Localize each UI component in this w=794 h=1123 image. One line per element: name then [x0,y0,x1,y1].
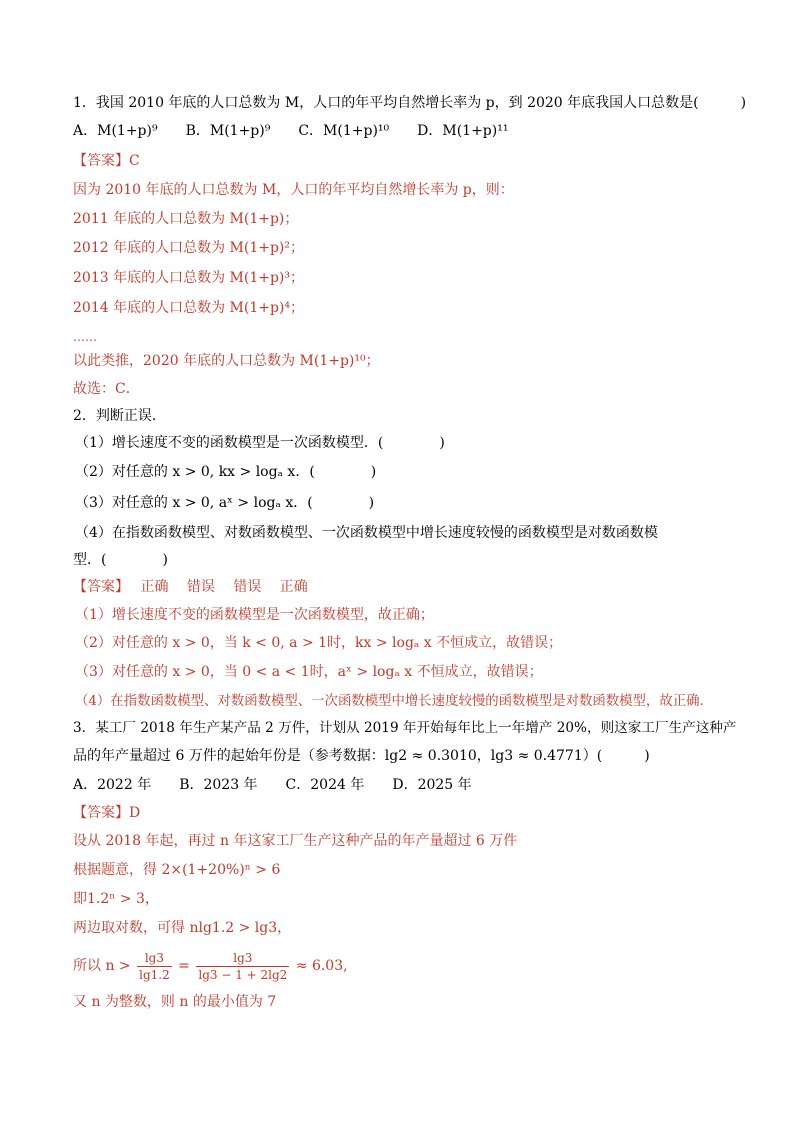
q1-choose: 故选：C． [73,381,140,397]
q1-stem: 1．我国 2010 年底的人口总数为 M，人口的年平均自然增长率为 p，到 2020 年底我国人口总数是( ) [73,95,747,111]
fraction-2-numerator: lg3 [196,950,289,967]
q2-stem: 2．判断正误． [73,408,166,424]
fraction-1-numerator: lg3 [137,950,172,967]
q3-solution-1: 设从 2018 年起，再过 n 年这家工厂生产这种产品的年产量超过 6 万件 [73,833,518,849]
q3-stem-line2: 品的年产量超过 6 万件的起始年份是（参考数据：lg2 ≈ 0.3010，lg3 ≈ 0.4771）( ) [73,748,650,764]
q3-solution-2: 根据题意，得 2×(1+20%)ⁿ > 6 [73,862,281,878]
fraction-1-denominator: lg1.2 [139,967,170,982]
q1-solution-2012: 2012 年底的人口总数为 M(1+p)²； [73,240,304,256]
q2-statement-3: （3）对任意的 x > 0, aˣ > logₐ x．( ) [75,495,375,511]
q1-options: A．M(1+p)⁹ B．M(1+p)⁹ C．M(1+p)¹⁰ D．M(1+p)¹¹ [73,123,509,139]
q2-statement-1: （1）增长速度不变的函数模型是一次函数模型．( ) [75,435,445,451]
q1-solution-2011: 2011 年底的人口总数为 M(1+p)； [73,211,299,227]
q2-explain-4: （4）在指数函数模型、对数函数模型、一次函数模型中增长速度较慢的函数模型是对数函数模型，故正确. [75,694,704,709]
equals-sign: = [178,958,190,974]
q2-answer: 【答案】 正确 错误 错误 正确 [73,579,308,595]
q2-explain-2: （2）对任意的 x > 0，当 k < 0, a > 1时，kx > logₐ x 不恒成立，故错误； [75,635,563,651]
fraction-1 [137,950,172,983]
q1-answer: 【答案】C [73,153,140,169]
q1-solution-intro: 因为 2010 年底的人口总数为 M，人口的年平均自然增长率为 p，则： [73,182,514,198]
q3-solution-3: 即1.2ⁿ > 3， [73,891,159,907]
q3-stem-line1: 3．某工厂 2018 年生产某产品 2 万件，计划从 2019 年开始每年比上一年增产 20%，则这家工厂生产这种产 [73,720,737,736]
fraction-2-denominator: lg3 − 1 + 2lg2 [198,967,288,982]
fraction-2 [196,950,289,983]
q1-solution-2020: 以此类推，2020 年底的人口总数为 M(1+p)¹⁰； [73,353,380,369]
q3-solution-5 [73,946,348,986]
q3-options: A．2022 年 B．2023 年 C．2024 年 D．2025 年 [73,777,472,793]
q2-statement-2: （2）对任意的 x > 0, kx > logₐ x．( ) [75,464,377,480]
q2-explain-1: （1）增长速度不变的函数模型是一次函数模型，故正确； [75,607,434,623]
q1-solution-2014: 2014 年底的人口总数为 M(1+p)⁴； [73,300,304,316]
q1-ellipsis: …… [73,330,97,344]
q2-explain-3: （3）对任意的 x > 0，当 0 < a < 1时，aˣ > logₐ x 不恒成立，故错误； [75,664,543,680]
q3-solution-4: 两边取对数，可得 nlg1.2 > lg3， [73,920,292,936]
q3-solution-6: 又 n 为整数，则 n 的最小值为 7 [73,994,277,1010]
q2-statement-4a: （4）在指数函数模型、对数函数模型、一次函数模型中增长速度较慢的函数模型是对数函数模 [75,525,658,541]
q3-solution-5-prefix: 所以 n > [73,958,131,974]
q2-statement-4b: 型．( ) [73,552,168,568]
q3-answer: 【答案】D [73,805,141,821]
q3-solution-5-suffix: ≈ 6.03, [295,958,348,974]
q1-solution-2013: 2013 年底的人口总数为 M(1+p)³； [73,270,304,286]
